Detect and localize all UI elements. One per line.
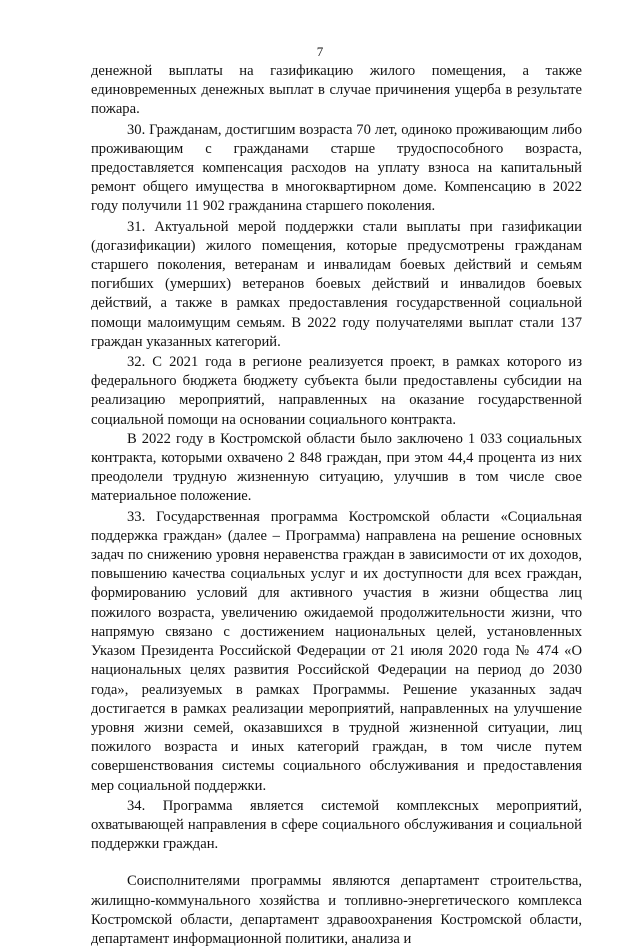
paragraph-34: 34. Программа является системой комплексных мероприятий, охватывающей направления в сфере социального обслуживания и социальной поддержки граждан. <box>91 797 582 853</box>
paragraph-31: 31. Актуальной мерой поддержки стали выплаты при газификации (догазификации) жилого помещения, которые предусмотрены гражданам старшего поколения, ветеранам и инвалидам боевых действий и семьям погибших (умерших) ветеранов боевых действий и инвалидов боевых действий, а также в рамках предоставления государственной социальной помощи малоимущим семьям. В 2022 году получателями выплат стали 137 граждан указанных категорий. <box>91 218 582 350</box>
paragraph-30: 30. Гражданам, достигшим возраста 70 лет, одиноко проживающим либо проживающим с гражданами старше трудоспособного возраста, предоставляется компенсация расходов на уплату взноса на капитальный ремонт общего имущества в многоквартирном доме. Компенсацию в 2022 году получили 11 902 гражданина старшего поколения. <box>91 121 582 215</box>
paragraph-continuation: денежной выплаты на газификацию жилого помещения, а также единовременных денежных выплат в случае причинения ущерба в результате пожара. <box>91 63 582 118</box>
paragraph-contracts-2022: В 2022 году в Костромской области было заключено 1 033 социальных контракта, которыми охвачено 2 848 граждан, при этом 44,4 процента из них преодолели трудную жизненную ситуацию, улучшив в том числе свое материальное положение. <box>91 430 582 505</box>
document-body <box>91 62 582 949</box>
paragraph-32: 32. С 2021 года в регионе реализуется проект, в рамках которого из федерального бюджета бюджету субъекта были предоставлены субсидии на реализацию мероприятий, направленных на оказание государственной социальной помощи на основании социального контракта. <box>91 354 582 428</box>
page-number: 7 <box>316 44 324 59</box>
paragraph-33: 33. Государственная программа Костромской области «Социальная поддержка граждан» (далее – Программа) направлена на решение основных задач по снижению уровня неравенства граждан в зависимости от их доходов, повышению качества социальных услуг и их доступности для всех граждан, формированию условий для активного участия в жизни общества лиц пожилого возраста, увеличению ожидаемой продолжительности жизни, что напрямую связано с достижением национальных целей, установленных Указом Президента Российской Федерации от 21 июля 2020 года № 474 «О национальных целях развития Российской Федерации на период до 2030 года», реализуемых в рамках Программы. Решение указанных задач достигается в рамках реализации мероприятий, направленных на улучшение уровня жизни семей, оказавшихся в трудной жизненной ситуации, лиц пожилого возраста и иных категорий граждан, в том числе путем совершенствования системы социального обслуживания и предоставления мер социальной поддержки. <box>91 508 582 794</box>
paragraph-co-executors: Соисполнителями программы являются департамент строительства, жилищно-коммунального хозяйства и топливно-энергетического комплекса Костромской области, департамент здравоохранения Костромской области, департамент информационной политики, анализа и <box>91 873 582 947</box>
